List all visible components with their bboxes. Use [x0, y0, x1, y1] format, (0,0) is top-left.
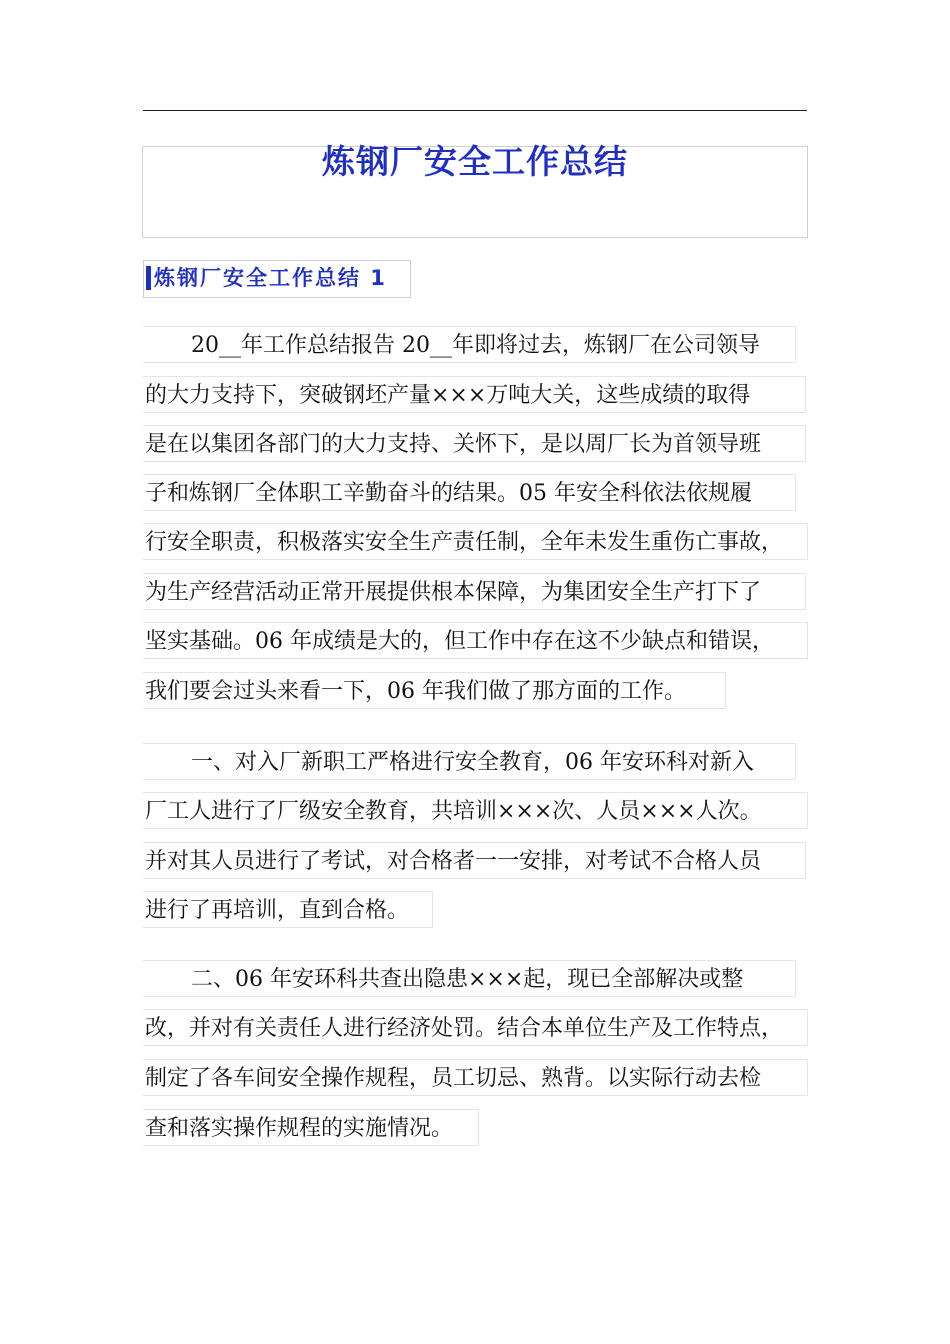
paragraph-2-line-1: 一、对入厂新职工严格进行安全教育，06 年安环科对新入 [143, 743, 796, 780]
paragraph-1-line-5: 行安全职责，积极落实安全生产责任制，全年未发生重伤亡事故， [143, 523, 808, 560]
paragraph-1-line-3: 是在以集团各部门的大力支持、关怀下，是以周厂长为首领导班 [143, 425, 806, 462]
paragraph-3-line-2: 改，并对有关责任人进行经济处罚。结合本单位生产及工作特点， [143, 1009, 808, 1046]
paragraph-3-line-1: 二、06 年安环科共查出隐患×××起，现已全部解决或整 [143, 960, 796, 997]
paragraph-1-line-4: 子和炼钢厂全体职工辛勤奋斗的结果。05 年安全科依法依规履 [143, 474, 796, 511]
paragraph-2-line-4: 进行了再培训，直到合格。 [143, 891, 433, 928]
paragraph-3-line-4: 查和落实操作规程的实施情况。 [143, 1109, 479, 1146]
paragraph-1-line-6: 为生产经营活动正常开展提供根本保障，为集团安全生产打下了 [143, 573, 806, 610]
paragraph-2-line-3: 并对其人员进行了考试，对合格者一一安排，对考试不合格人员 [143, 842, 806, 879]
paragraph-1-line-8: 我们要会过头来看一下，06 年我们做了那方面的工作。 [143, 672, 726, 709]
paragraph-2-line-2: 厂工人进行了厂级安全教育，共培训×××次、人员×××人次。 [143, 792, 808, 829]
section-title: 炼钢厂安全工作总结 1 [154, 266, 387, 290]
paragraph-3-line-3: 制定了各车间安全操作规程，员工切忌、熟背。以实际行动去检 [143, 1059, 808, 1096]
document-title: 炼钢厂安全工作总结 [322, 142, 628, 181]
section-marker [146, 266, 151, 290]
top-rule [143, 110, 807, 111]
paragraph-1-line-7: 坚实基础。06 年成绩是大的，但工作中存在这不少缺点和错误， [143, 622, 808, 659]
paragraph-1-line-2: 的大力支持下，突破钢坯产量×××万吨大关，这些成绩的取得 [143, 376, 806, 413]
paragraph-1-line-1: 20__年工作总结报告 20__年即将过去，炼钢厂在公司领导 [143, 326, 796, 363]
